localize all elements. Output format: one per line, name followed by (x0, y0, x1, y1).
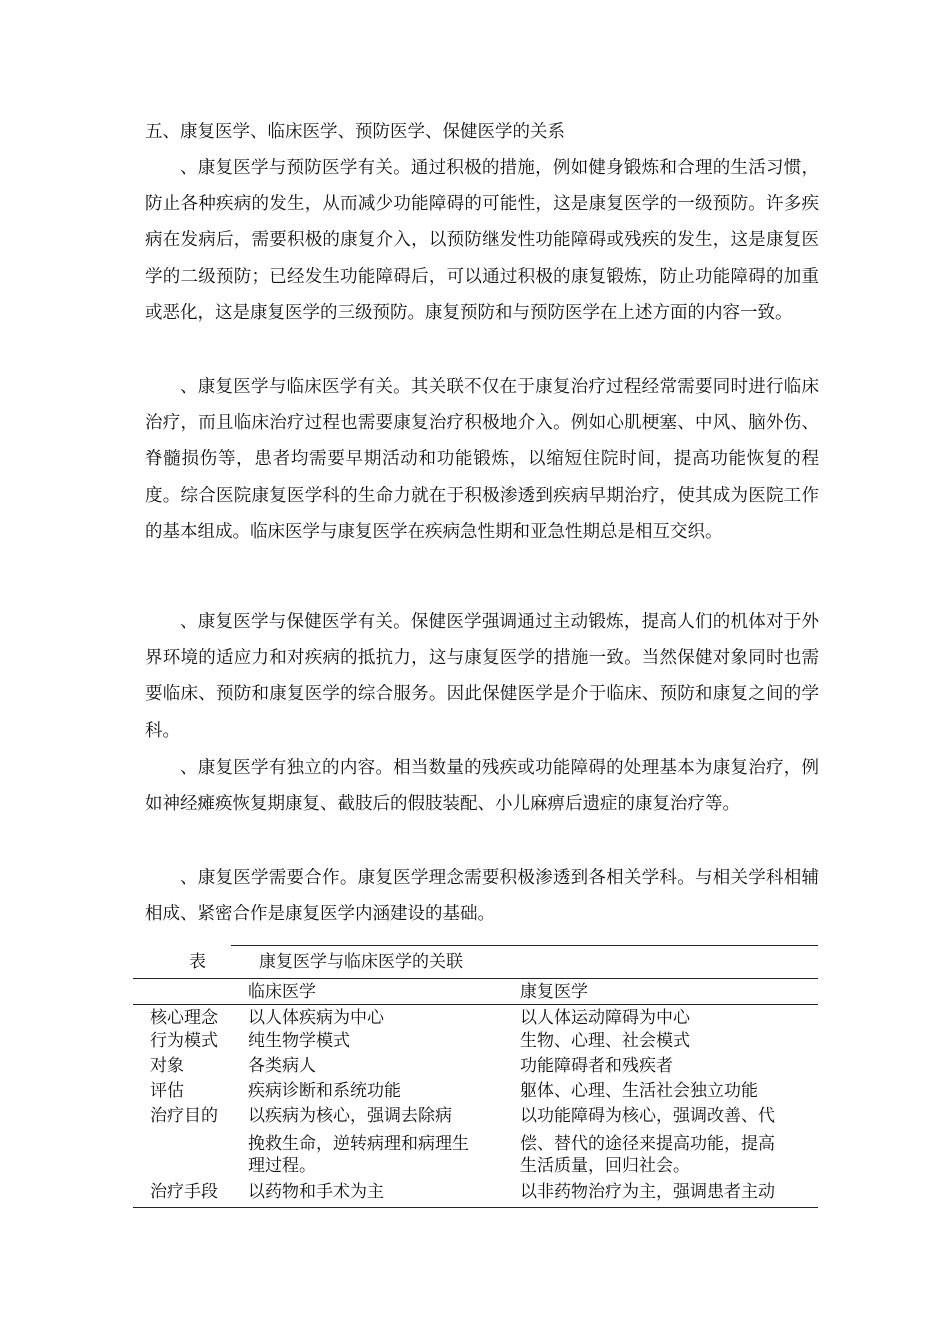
paragraph-cooperation: 、康复医学需要合作。康复医学理念需要积极渗透到各相关学科。与相关学科相辅相成、紧密合作是康复医学内涵建设的基础。 (145, 868, 819, 925)
table-rule-top (231, 945, 818, 946)
table-row-label: 核心理念 (150, 1008, 218, 1028)
paragraph-healthcare: 、康复医学与保健医学有关。保健医学强调通过主动锻炼，提高人们的机体对于外界环境的适应力和对疾病的抵抗力，这与康复医学的措施一致。当然保健对象同时也需要临床、预防和康复医学的综合服务。因此保健医学是介于临床、预防和康复之间的学科。 (145, 612, 819, 741)
table-cell: 理过程。 (248, 1156, 316, 1176)
table-header-rehab: 康复医学 (520, 982, 588, 1002)
table-row-label: 评估 (150, 1081, 184, 1101)
table-cell: 各类病人 (248, 1056, 316, 1076)
table-cell: 疾病诊断和系统功能 (248, 1081, 401, 1101)
table-header-clinical: 临床医学 (248, 982, 316, 1002)
table-row-label: 对象 (150, 1056, 184, 1076)
table-rule-caption (133, 978, 818, 979)
table-row-label: 行为模式 (150, 1031, 218, 1051)
table-cell: 以非药物治疗为主，强调患者主动 (520, 1182, 775, 1202)
table-cell: 以疾病为核心，强调去除病 (248, 1106, 452, 1126)
table-row-label: 治疗手段 (150, 1182, 218, 1202)
table-cell: 以人体疾病为中心 (248, 1008, 384, 1028)
table-cell: 以人体运动障碍为中心 (520, 1008, 690, 1028)
section-heading: 五、康复医学、临床医学、预防医学、保健医学的关系 (145, 122, 565, 142)
table-cell: 以功能障碍为核心，强调改善、代 (520, 1106, 775, 1126)
table-cell: 挽救生命，逆转病理和病理生 (248, 1134, 469, 1154)
table-cell: 以药物和手术为主 (248, 1182, 384, 1202)
paragraph-clinical: 、康复医学与临床医学有关。其关联不仅在于康复治疗过程经常需要同时进行临床治疗，而且临床治疗过程也需要康复治疗积极地介入。例如心肌梗塞、中风、脑外伤、脊髓损伤等，患者均需要早期活动和功能锻炼，以缩短住院时间，提高功能恢复的程度。综合医院康复医学科的生命力就在于积极渗透到疾病早期治疗，使其成为医院工作的基本组成。临床医学与康复医学在疾病急性期和亚急性期总是相互交织。 (145, 377, 819, 542)
table-caption: 康复医学与临床医学的关联 (259, 952, 463, 972)
table-rule-header (133, 1004, 818, 1005)
table-label: 表 (189, 952, 206, 972)
table-cell: 纯生物学模式 (248, 1031, 350, 1051)
table-cell: 生物、心理、社会模式 (520, 1031, 690, 1051)
paragraph-prevention: 、康复医学与预防医学有关。通过积极的措施，例如健身锻炼和合理的生活习惯，防止各种疾病的发生，从而减少功能障碍的可能性，这是康复医学的一级预防。许多疾病在发病后，需要积极的康复介入，以预防继发性功能障碍或残疾的发生，这是康复医学的二级预防；已经发生功能障碍后，可以通过积极的康复锻炼，防止功能障碍的加重或恶化，这是康复医学的三级预防。康复预防和与预防医学在上述方面的内容一致。 (145, 158, 819, 323)
table-cell: 生活质量，回归社会。 (520, 1156, 690, 1176)
paragraph-independent: 、康复医学有独立的内容。相当数量的残疾或功能障碍的处理基本为康复治疗，例如神经瘫痪恢复期康复、截肢后的假肢装配、小儿麻痹后遗症的康复治疗等。 (145, 758, 819, 815)
table-cell: 偿、替代的途径来提高功能，提高 (520, 1134, 775, 1154)
table-cell: 功能障碍者和残疾者 (520, 1056, 673, 1076)
table-cell: 躯体、心理、生活社会独立功能 (520, 1081, 758, 1101)
table-row-label: 治疗目的 (150, 1106, 218, 1126)
table-title-row (133, 946, 818, 978)
table-rule-bottom (133, 1207, 818, 1208)
